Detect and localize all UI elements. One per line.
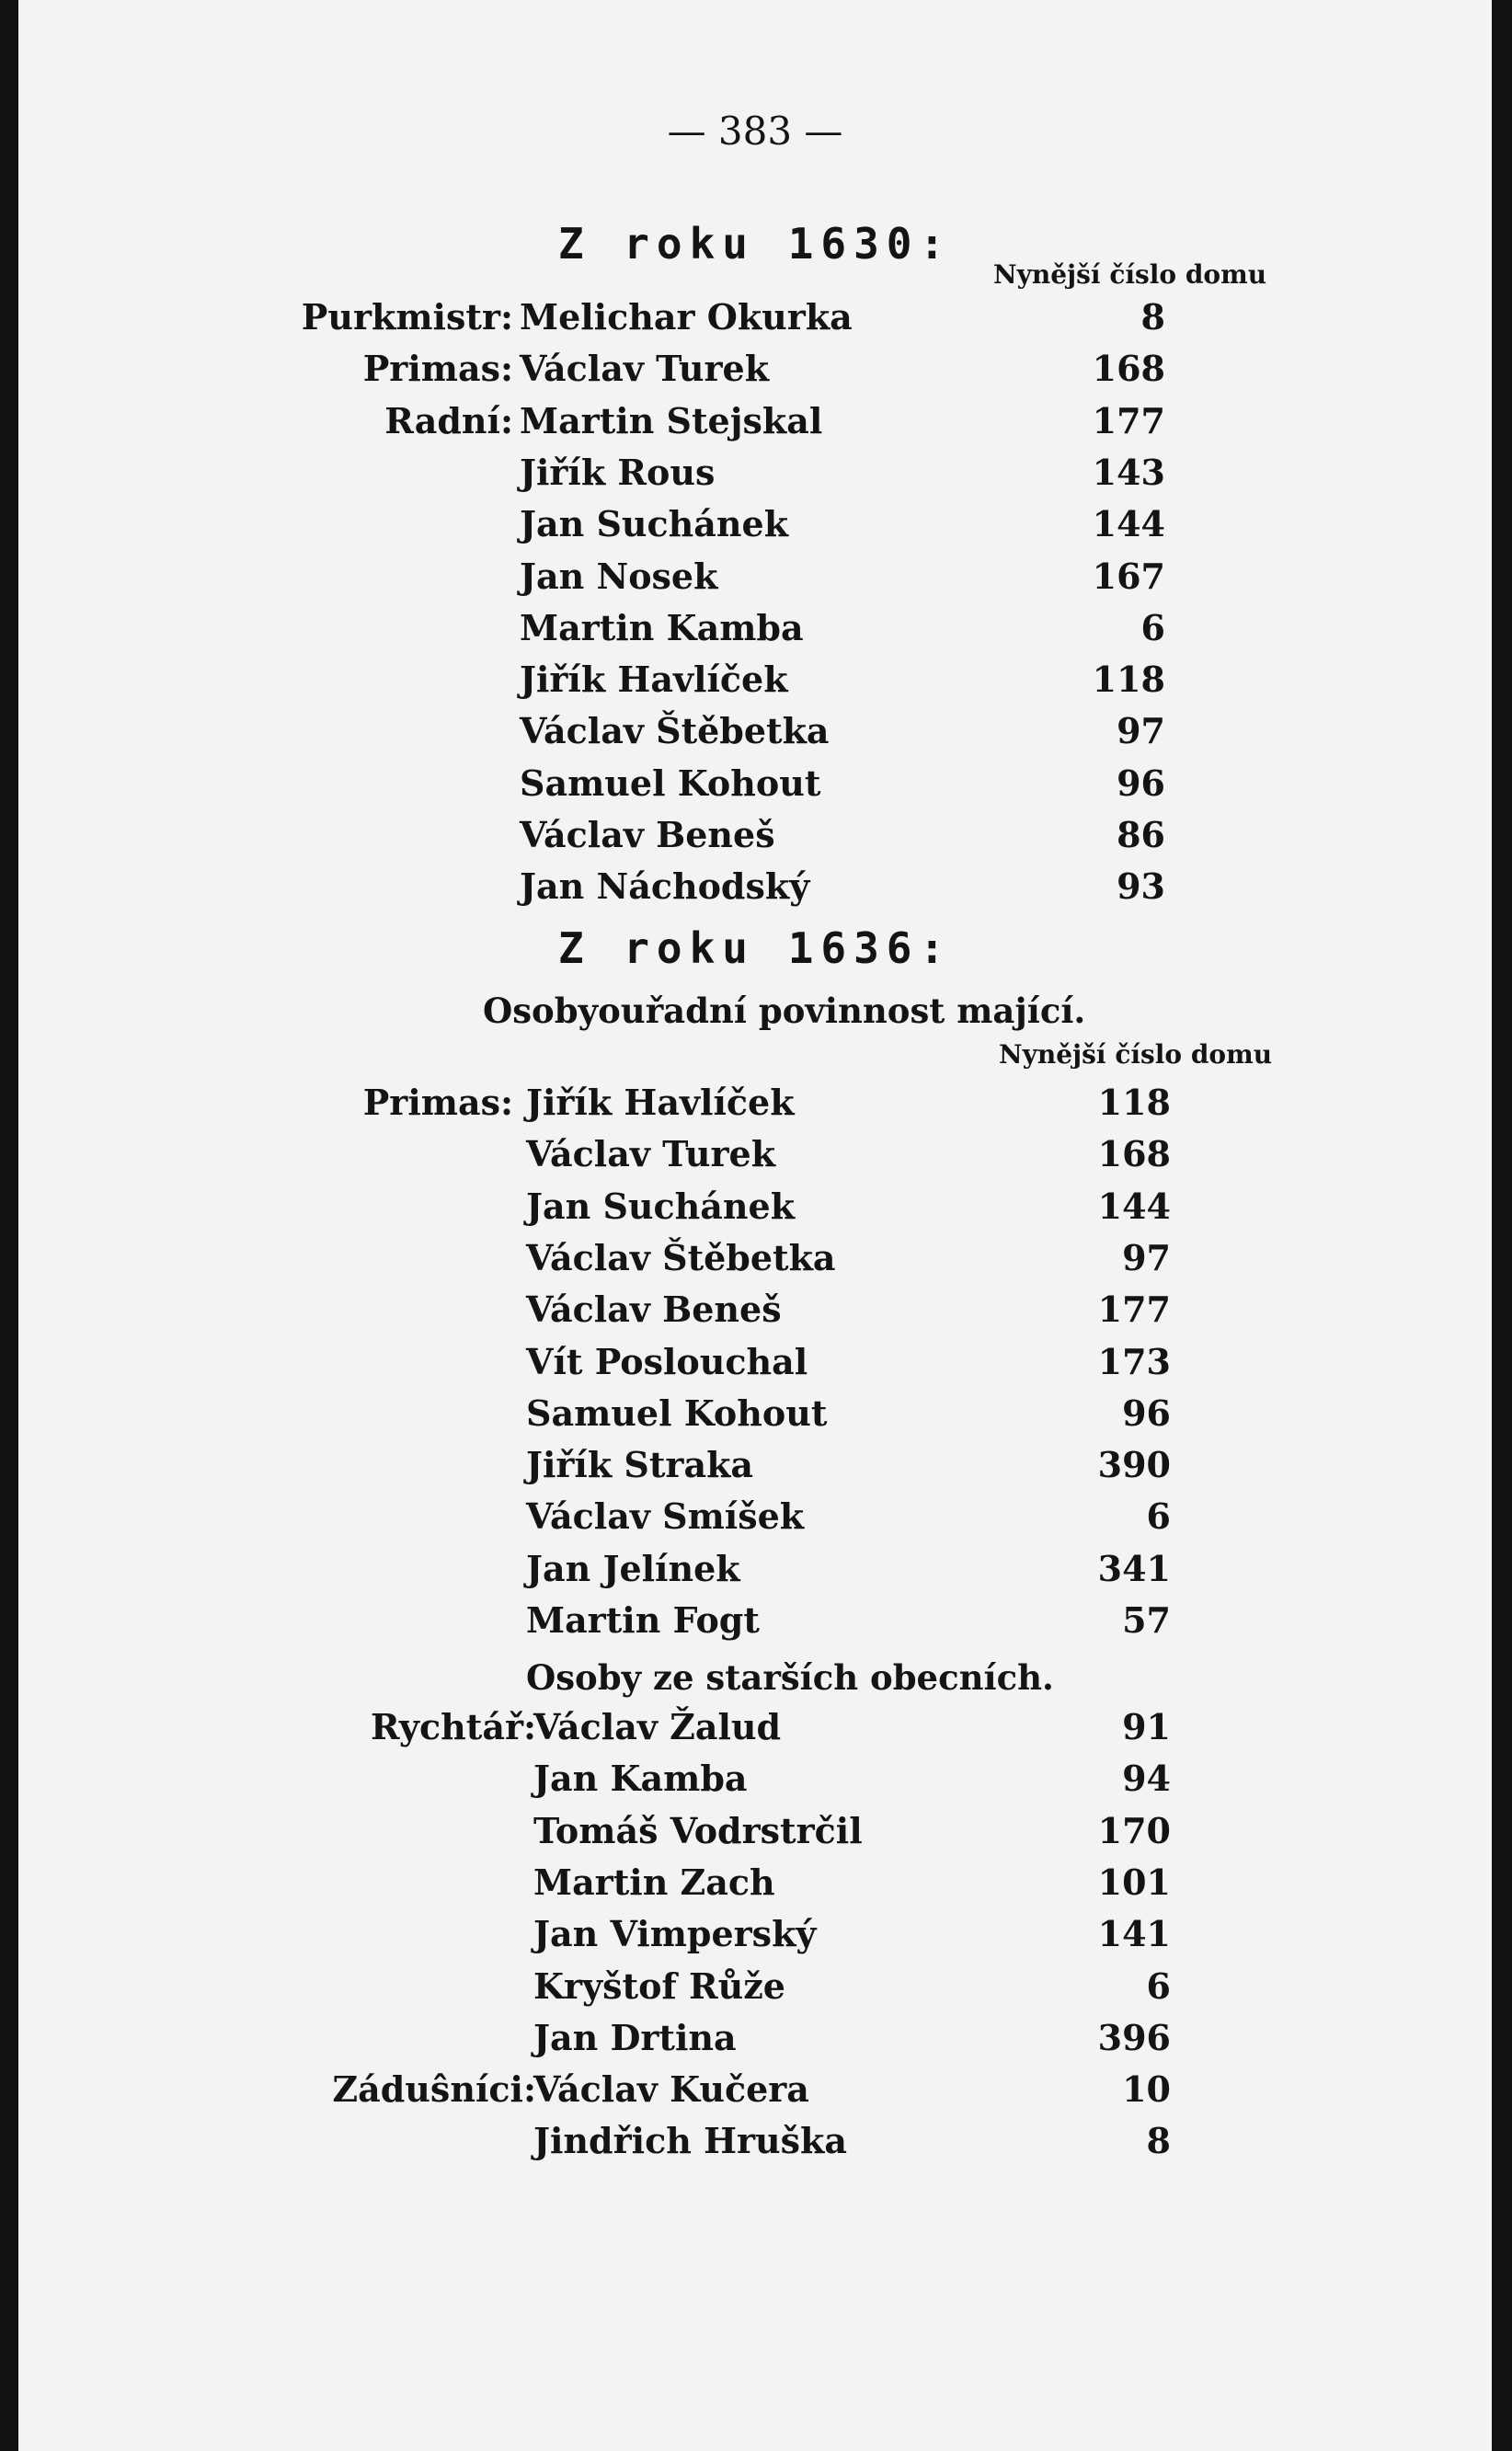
person-name: Jiřík Rous <box>520 451 716 493</box>
list-row <box>18 710 1492 762</box>
person-name: Václav Žalud <box>533 1706 782 1747</box>
person-name: Jan Jelínek <box>526 1547 740 1589</box>
person-name: Martin Fogt <box>526 1599 760 1641</box>
list-row <box>18 503 1492 555</box>
person-name: Jiřík Straka <box>526 1444 754 1486</box>
person-name: Václav Turek <box>520 348 770 390</box>
list-row <box>18 1965 1492 2017</box>
house-number: 341 <box>1097 1547 1171 1589</box>
person-name: Jan Kamba <box>533 1758 748 1800</box>
house-number: 143 <box>1092 451 1165 493</box>
list-row <box>18 1548 1492 1599</box>
person-name: Jan Náchodský <box>520 865 810 908</box>
house-number-column-header: Nynější číslo domu <box>999 1039 1273 1070</box>
person-name: Martin Kamba <box>520 606 804 648</box>
list-row <box>18 1599 1492 1651</box>
list-row <box>18 1341 1492 1392</box>
book-page <box>18 0 1492 2451</box>
house-number: 8 <box>1146 2120 1171 2162</box>
list-row <box>18 555 1492 607</box>
section-1636-title: Z roku 1636: <box>557 923 953 973</box>
person-name: Václav Smíšek <box>526 1495 805 1538</box>
list-row <box>18 1237 1492 1288</box>
person-name: Jan Suchánek <box>520 503 789 545</box>
house-number: 96 <box>1122 1392 1171 1434</box>
person-name: Vít Poslouchal <box>526 1340 808 1382</box>
list-row <box>18 348 1492 399</box>
section-1636-subtitle: Osobyouřadní povinnost mající. <box>483 991 1086 1031</box>
house-number: 144 <box>1097 1185 1171 1227</box>
person-name: Václav Turek <box>526 1133 776 1175</box>
person-name: Samuel Kohout <box>526 1392 828 1434</box>
list-row <box>18 1133 1492 1185</box>
list-row <box>18 1913 1492 1964</box>
list-row <box>18 1185 1492 1237</box>
person-name: Jiřík Havlíček <box>526 1082 795 1123</box>
office-label: Primas: <box>362 1082 513 1123</box>
house-number: 141 <box>1097 1913 1171 1955</box>
person-name: Jan Suchánek <box>526 1185 796 1227</box>
person-name: Jan Vimperský <box>533 1913 817 1955</box>
list-row <box>18 1861 1492 1913</box>
person-name: Kryštof Růže <box>533 1964 785 2007</box>
list-row <box>18 1495 1492 1547</box>
list-row <box>18 1444 1492 1495</box>
house-number-column-header: Nynější číslo domu <box>993 259 1267 290</box>
list-row <box>18 296 1492 348</box>
person-name: Jindřich Hruška <box>533 2120 847 2162</box>
house-number: 91 <box>1122 1706 1171 1747</box>
house-number: 6 <box>1140 606 1165 648</box>
list-row <box>18 1810 1492 1861</box>
person-name: Martin Zach <box>533 1861 775 1903</box>
house-number: 10 <box>1122 2068 1171 2111</box>
list-row <box>18 1758 1492 1809</box>
list-row <box>18 607 1492 659</box>
house-number: 167 <box>1092 555 1165 597</box>
house-number: 6 <box>1146 1495 1171 1538</box>
list-row <box>18 2068 1492 2120</box>
list-row <box>18 400 1492 452</box>
house-number: 173 <box>1097 1340 1171 1382</box>
office-label: Rychtář: <box>371 1706 536 1747</box>
house-number: 57 <box>1122 1599 1171 1641</box>
office-label: Primas: <box>362 348 513 390</box>
list-row <box>18 1082 1492 1133</box>
list-row <box>18 1392 1492 1444</box>
list-row <box>18 2017 1492 2068</box>
house-number: 118 <box>1097 1082 1171 1123</box>
house-number: 177 <box>1097 1288 1171 1331</box>
person-name: Václav Štěbetka <box>520 710 830 752</box>
person-name: Václav Kučera <box>533 2068 809 2111</box>
house-number: 118 <box>1092 659 1165 701</box>
office-label: Radní: <box>384 399 513 441</box>
house-number: 101 <box>1097 1861 1171 1903</box>
person-name: Václav Beneš <box>526 1288 782 1331</box>
office-label: Purkmistr: <box>301 296 513 338</box>
section-1630-title: Z roku 1630: <box>557 219 953 269</box>
house-number: 168 <box>1092 348 1165 390</box>
person-name: Samuel Kohout <box>520 762 821 804</box>
list-row <box>18 1706 1492 1758</box>
list-row <box>18 762 1492 814</box>
list-row <box>18 865 1492 917</box>
office-label: Záduŝníci: <box>332 2068 536 2111</box>
house-number: 177 <box>1092 399 1165 441</box>
house-number: 8 <box>1140 296 1165 338</box>
person-name: Tomáš Vodrstrčil <box>533 1809 863 1851</box>
page-number: — 383 — <box>667 109 843 154</box>
person-name: Martin Stejskal <box>520 399 823 441</box>
house-number: 170 <box>1097 1809 1171 1851</box>
house-number: 94 <box>1122 1758 1171 1800</box>
list-row <box>18 1288 1492 1340</box>
list-row <box>18 2120 1492 2171</box>
person-name: Václav Štěbetka <box>526 1236 836 1278</box>
list-row <box>18 814 1492 865</box>
person-name: Melichar Okurka <box>520 296 853 338</box>
person-name: Jiřík Havlíček <box>520 659 788 701</box>
house-number: 6 <box>1146 1964 1171 2007</box>
house-number: 97 <box>1117 710 1165 752</box>
house-number: 96 <box>1117 762 1165 804</box>
person-name: Václav Beneš <box>520 814 775 855</box>
house-number: 86 <box>1117 814 1165 855</box>
house-number: 93 <box>1117 865 1165 908</box>
list-row <box>18 452 1492 503</box>
house-number: 97 <box>1122 1236 1171 1278</box>
section-1636-subtitle-elders: Osoby ze starších obecních. <box>526 1657 1054 1698</box>
house-number: 168 <box>1097 1133 1171 1175</box>
list-row <box>18 659 1492 710</box>
house-number: 390 <box>1097 1444 1171 1486</box>
house-number: 396 <box>1097 2016 1171 2058</box>
person-name: Jan Drtina <box>533 2016 737 2058</box>
house-number: 144 <box>1092 503 1165 545</box>
person-name: Jan Nosek <box>520 555 718 597</box>
